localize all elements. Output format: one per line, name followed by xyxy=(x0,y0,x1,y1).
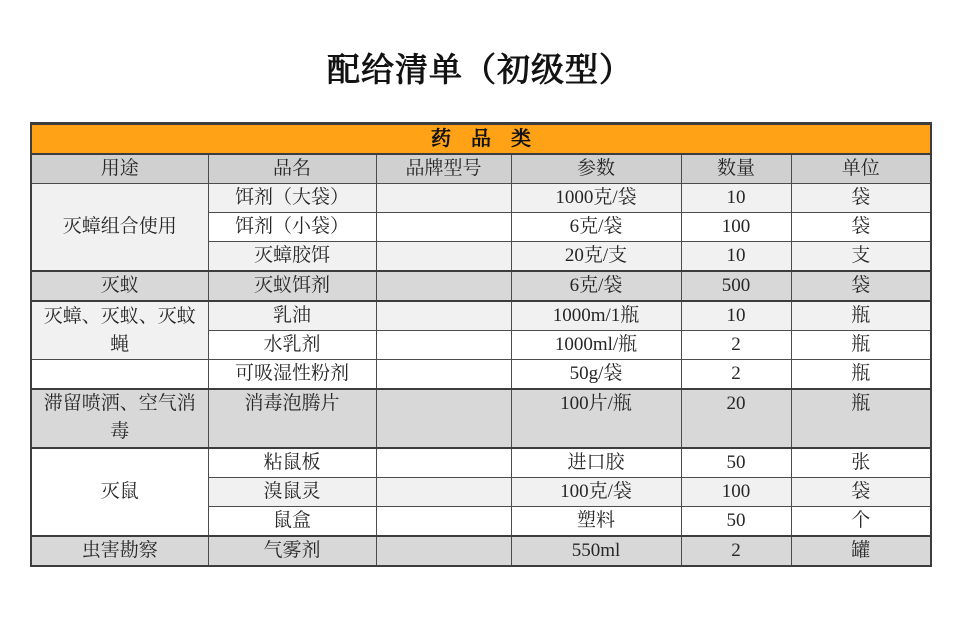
category-band-row xyxy=(31,124,931,155)
cell-use: 滞留喷洒、空气消毒 xyxy=(31,389,208,448)
cell-brand xyxy=(376,448,511,478)
cell-qty: 20 xyxy=(681,389,791,448)
cell-qty: 2 xyxy=(681,331,791,360)
cell-param: 20克/支 xyxy=(511,242,681,272)
cell-use: 虫害勘察 xyxy=(31,536,208,566)
cell-brand xyxy=(376,301,511,331)
cell-qty: 50 xyxy=(681,448,791,478)
cell-use: 灭蚁 xyxy=(31,271,208,301)
cell-unit: 袋 xyxy=(791,184,931,213)
cell-param: 塑料 xyxy=(511,507,681,537)
cell-param: 100片/瓶 xyxy=(511,389,681,448)
cell-qty: 10 xyxy=(681,184,791,213)
column-header-brand: 品牌型号 xyxy=(376,154,511,184)
cell-unit: 袋 xyxy=(791,213,931,242)
cell-unit: 袋 xyxy=(791,271,931,301)
cell-use: 灭蟑、灭蚁、灭蚊蝇 xyxy=(31,301,208,360)
cell-use: 灭蟑组合使用 xyxy=(31,184,208,272)
column-header-row xyxy=(31,154,931,184)
cell-param: 50g/袋 xyxy=(511,360,681,390)
cell-product: 可吸湿性粉剂 xyxy=(208,360,376,390)
cell-param: 1000ml/瓶 xyxy=(511,331,681,360)
cell-brand xyxy=(376,360,511,390)
cell-qty: 50 xyxy=(681,507,791,537)
cell-qty: 2 xyxy=(681,536,791,566)
table-row xyxy=(31,389,931,448)
cell-brand xyxy=(376,184,511,213)
table-row xyxy=(31,301,931,331)
cell-product: 灭蟑胶饵 xyxy=(208,242,376,272)
column-header-use: 用途 xyxy=(31,154,208,184)
cell-use xyxy=(31,360,208,390)
column-header-param: 参数 xyxy=(511,154,681,184)
table-row xyxy=(31,448,931,478)
cell-param: 1000m/1瓶 xyxy=(511,301,681,331)
cell-qty: 100 xyxy=(681,213,791,242)
cell-product: 气雾剂 xyxy=(208,536,376,566)
cell-brand xyxy=(376,478,511,507)
table-row xyxy=(31,360,931,390)
cell-param: 进口胶 xyxy=(511,448,681,478)
table-row xyxy=(31,184,931,213)
cell-qty: 100 xyxy=(681,478,791,507)
cell-product: 饵剂（小袋） xyxy=(208,213,376,242)
cell-unit: 罐 xyxy=(791,536,931,566)
supply-table-container xyxy=(30,122,930,567)
cell-brand xyxy=(376,507,511,537)
cell-product: 乳油 xyxy=(208,301,376,331)
cell-unit: 袋 xyxy=(791,478,931,507)
cell-product: 灭蚁饵剂 xyxy=(208,271,376,301)
cell-unit: 瓶 xyxy=(791,389,931,448)
cell-brand xyxy=(376,271,511,301)
cell-unit: 瓶 xyxy=(791,301,931,331)
cell-param: 6克/袋 xyxy=(511,271,681,301)
supply-table xyxy=(30,122,932,567)
table-row xyxy=(31,271,931,301)
table-row xyxy=(31,536,931,566)
cell-product: 水乳剂 xyxy=(208,331,376,360)
cell-brand xyxy=(376,242,511,272)
category-band-label: 药 品 类 xyxy=(31,124,931,155)
cell-product: 鼠盒 xyxy=(208,507,376,537)
cell-brand xyxy=(376,389,511,448)
cell-product: 溴鼠灵 xyxy=(208,478,376,507)
cell-qty: 10 xyxy=(681,242,791,272)
cell-unit: 个 xyxy=(791,507,931,537)
cell-unit: 支 xyxy=(791,242,931,272)
cell-qty: 500 xyxy=(681,271,791,301)
cell-product: 粘鼠板 xyxy=(208,448,376,478)
cell-brand xyxy=(376,536,511,566)
cell-qty: 2 xyxy=(681,360,791,390)
cell-unit: 瓶 xyxy=(791,360,931,390)
cell-unit: 张 xyxy=(791,448,931,478)
column-header-product: 品名 xyxy=(208,154,376,184)
cell-unit: 瓶 xyxy=(791,331,931,360)
cell-param: 6克/袋 xyxy=(511,213,681,242)
cell-param: 100克/袋 xyxy=(511,478,681,507)
cell-use: 灭鼠 xyxy=(31,448,208,536)
cell-param: 1000克/袋 xyxy=(511,184,681,213)
cell-brand xyxy=(376,213,511,242)
cell-product: 消毒泡腾片 xyxy=(208,389,376,448)
cell-param: 550ml xyxy=(511,536,681,566)
page-title: 配给清单（初级型） xyxy=(327,51,633,88)
cell-qty: 10 xyxy=(681,301,791,331)
column-header-qty: 数量 xyxy=(681,154,791,184)
cell-brand xyxy=(376,331,511,360)
column-header-unit: 单位 xyxy=(791,154,931,184)
cell-product: 饵剂（大袋） xyxy=(208,184,376,213)
